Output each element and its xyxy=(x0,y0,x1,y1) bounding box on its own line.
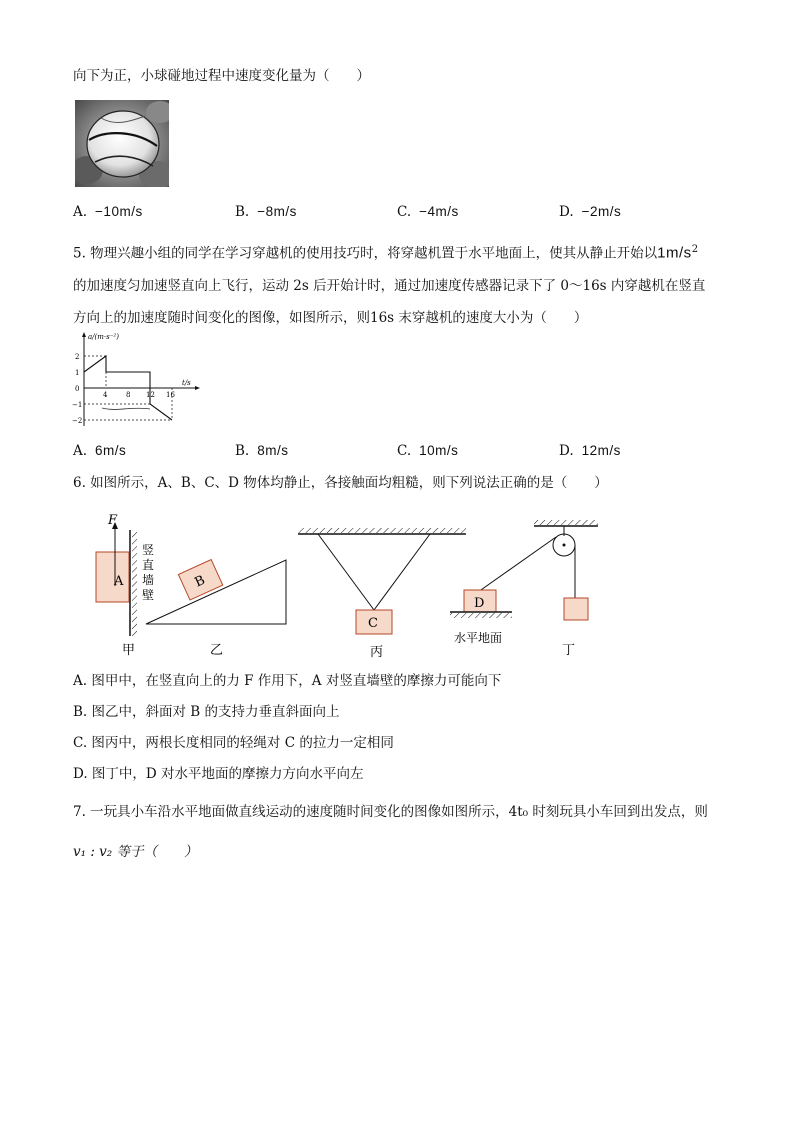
q4-option-c[interactable]: C. −4m/s xyxy=(397,204,459,220)
y-axis-label: a/(m·s⁻²) xyxy=(88,333,119,341)
block-d-label: D xyxy=(474,596,485,611)
force-f-label: F xyxy=(108,513,118,528)
block-b-label: B xyxy=(192,572,208,591)
x-tick-16: 16 xyxy=(166,391,175,399)
q6-option-c[interactable]: C. 图丙中，两根长度相同的轻绳对 C 的拉力一定相同 xyxy=(73,735,394,751)
q5-option-c[interactable]: C. 10m/s xyxy=(397,443,459,459)
q6-option-d[interactable]: D. 图丁中，D 对水平地面的摩擦力方向水平向左 xyxy=(73,766,364,782)
x-tick-4: 4 xyxy=(103,391,108,399)
q6-stem: 6. 如图所示，A、B、C、D 物体均静止，各接触面均粗糙，则下列说法正确的是（ ） xyxy=(73,475,608,491)
block-a-label: A xyxy=(114,574,124,589)
y-tick-0: 0 xyxy=(75,385,80,393)
wall-label-3: 墙 xyxy=(142,573,155,587)
x-tick-12: 12 xyxy=(146,391,155,399)
q4-option-b[interactable]: B. −8m/s xyxy=(235,204,297,220)
q4-option-a[interactable]: A. −10m/s xyxy=(73,204,143,220)
caption-bing: 丙 xyxy=(370,645,384,660)
y-tick-neg1: −1 xyxy=(72,401,83,409)
q5-option-a[interactable]: A. 6m/s xyxy=(73,443,127,459)
caption-jia: 甲 xyxy=(122,643,136,658)
wall-label-4: 壁 xyxy=(142,588,155,602)
force-diagrams xyxy=(86,512,606,662)
figure-bing xyxy=(298,528,466,660)
q5-option-d[interactable]: D. 12m/s xyxy=(559,443,621,459)
y-tick-2: 2 xyxy=(75,353,80,361)
figure-jia xyxy=(96,513,154,658)
caption-yi: 乙 xyxy=(210,643,224,658)
figure-yi xyxy=(146,560,286,658)
q6-option-b[interactable]: B. 图乙中，斜面对 B 的支持力垂直斜面向上 xyxy=(73,704,340,720)
y-tick-1: 1 xyxy=(75,369,80,377)
ball-photo xyxy=(75,100,169,187)
ground-label: 水平地面 xyxy=(454,631,503,645)
y-tick-neg2: −2 xyxy=(72,417,83,425)
q5-stem-line1: 5. 物理兴趣小组的同学在学习穿越机的使用技巧时，将穿越机置于水平地面上，使其从静止开始以$1m/s^2$ xyxy=(73,244,699,262)
block-c-label: C xyxy=(368,616,378,631)
wall-label-2: 直 xyxy=(142,558,155,572)
x-axis-label: t/s xyxy=(182,379,191,387)
wall-label-1: 竖 xyxy=(142,543,155,557)
q4-stem: 向下为正，小球碰地过程中速度变化量为（ ） xyxy=(73,68,370,84)
q7-stem-line1: 7. 一玩具小车沿水平地面做直线运动的速度随时间变化的图像如图所示，4t₀ 时刻玩具小车回到出发点，则 xyxy=(73,804,708,820)
q4-option-d[interactable]: D. −2m/s xyxy=(559,204,622,220)
acceleration-time-graph xyxy=(72,330,202,430)
q5-option-b[interactable]: B. 8m/s xyxy=(235,443,289,459)
q5-stem-line3: 方向上的加速度随时间变化的图像，如图所示，则16s 末穿越机的速度大小为（ ） xyxy=(73,310,588,326)
q5-stem-line2: 的加速度匀加速竖直向上飞行，运动 2s 后开始计时，通过加速度传感器记录下了 0～16s 内穿越机在竖直 xyxy=(73,278,706,294)
x-tick-8: 8 xyxy=(126,391,131,399)
q6-option-a[interactable]: A. 图甲中，在竖直向上的力 F 作用下，A 对竖直墙壁的摩擦力可能向下 xyxy=(73,673,502,689)
figure-ding xyxy=(450,520,598,658)
q7-stem-line2: v₁ : v₂ 等于（ ） xyxy=(73,844,198,860)
caption-ding: 丁 xyxy=(562,643,576,658)
